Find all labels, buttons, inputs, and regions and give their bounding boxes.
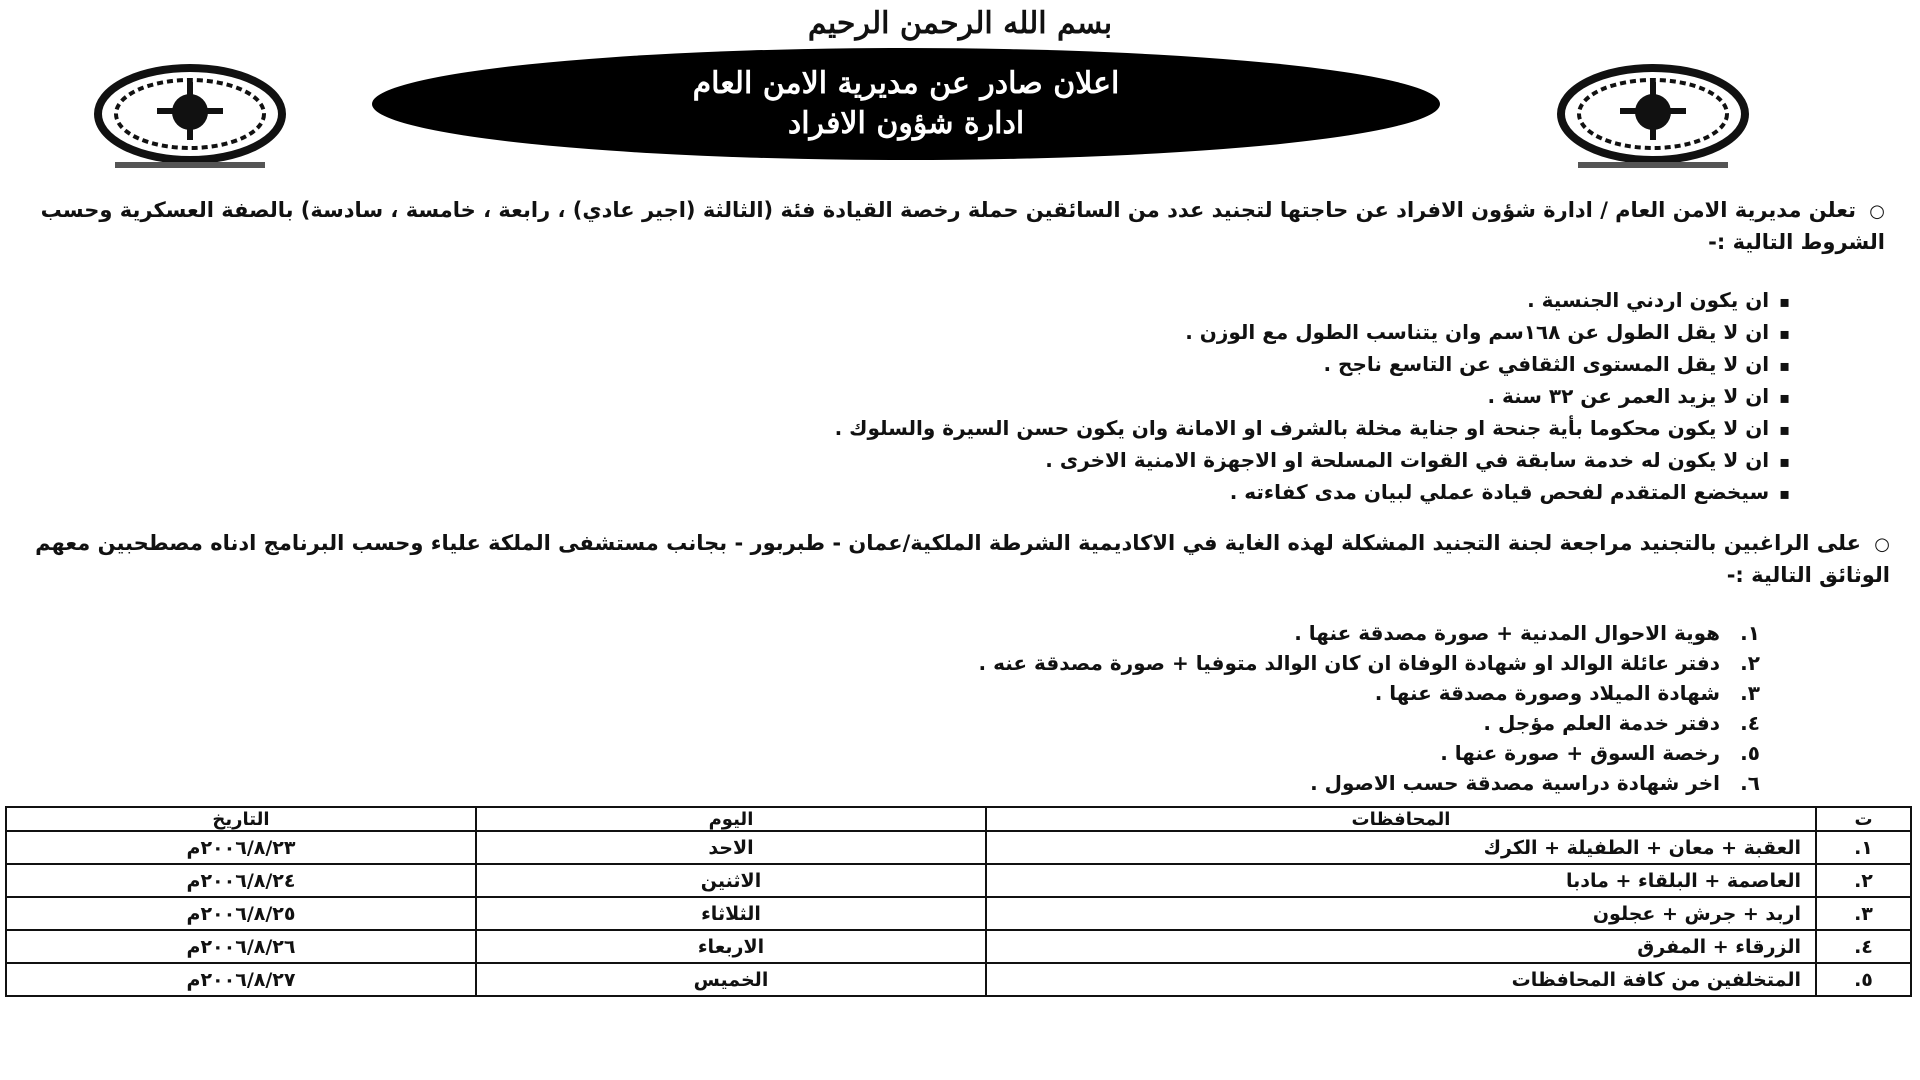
row-no: ٥. xyxy=(1816,963,1911,996)
document-text: هوية الاحوال المدنية + صورة مصدقة عنها . xyxy=(1294,621,1720,645)
public-security-emblem-icon xyxy=(75,62,305,172)
document-item xyxy=(350,768,1760,798)
apply-text: على الراغبين بالتجنيد مراجعة لجنة التجنيد المشكلة لهذه الغاية في الاكاديمية الشرطة الملكية/عمان - طبربور - بجانب مستشفى الملكة علياء وحسب البرنامج ادناه مصطحبين معهم الوثائق التالية :- xyxy=(35,531,1890,587)
row-no: ٣. xyxy=(1816,897,1911,930)
intro-marker: ○ xyxy=(1869,201,1885,222)
document-number: ٢. xyxy=(1740,651,1760,675)
document-item xyxy=(350,648,1760,678)
title-line-1: اعلان صادر عن مديرية الامن العام xyxy=(692,66,1120,101)
title-line-2: ادارة شؤون الافراد xyxy=(787,106,1025,141)
header-day: اليوم xyxy=(476,807,986,831)
row-governorates: اربد + جرش + عجلون xyxy=(986,897,1816,930)
emblem-left xyxy=(75,62,305,172)
row-day: الخميس xyxy=(476,963,986,996)
documents-list xyxy=(350,618,1760,798)
basmala: بسم الله الرحمن الرحيم xyxy=(807,6,1113,41)
table-row xyxy=(6,963,1911,996)
document-number: ٦. xyxy=(1740,771,1760,795)
row-date: ٢٠٠٦/٨/٢٦م xyxy=(6,930,476,963)
row-day: الثلاثاء xyxy=(476,897,986,930)
table-row xyxy=(6,831,1911,864)
apply-marker: ○ xyxy=(1874,534,1890,555)
schedule-table xyxy=(5,806,1912,997)
row-governorates: المتخلفين من كافة المحافظات xyxy=(986,963,1816,996)
row-governorates: العقبة + معان + الطفيلة + الكرك xyxy=(986,831,1816,864)
table-header-row xyxy=(6,807,1911,831)
emblem-right xyxy=(1538,62,1768,172)
row-governorates: الزرقاء + المفرق xyxy=(986,930,1816,963)
document-item xyxy=(350,678,1760,708)
row-date: ٢٠٠٦/٨/٢٥م xyxy=(6,897,476,930)
document-number: ١. xyxy=(1740,621,1760,645)
document-number: ٣. xyxy=(1740,681,1760,705)
table-row xyxy=(6,864,1911,897)
row-no: ٤. xyxy=(1816,930,1911,963)
row-date: ٢٠٠٦/٨/٢٤م xyxy=(6,864,476,897)
condition-item: ▪ ان لا يقل الطول عن ١٦٨سم وان يتناسب الطول مع الوزن . xyxy=(120,317,1790,349)
row-no: ٢. xyxy=(1816,864,1911,897)
condition-item: ▪ ان لا يقل المستوى الثقافي عن التاسع ناجح . xyxy=(120,349,1790,381)
condition-item: ▪ ان لا يكون محكوما بأية جنحة او جناية مخلة بالشرف او الامانة وان يكون حسن السيرة والسلوك . xyxy=(120,413,1790,445)
intro-text: تعلن مديرية الامن العام / ادارة شؤون الافراد عن حاجتها لتجنيد عدد من السائقين حملة رخصة القيادة فئة (الثالثة (اجير عادي) ، رابعة ، خامسة ، سادسة) بالصفة العسكرية وحسب الشروط التالية :- xyxy=(40,198,1885,254)
conditions-list xyxy=(120,285,1790,509)
row-day: الاربعاء xyxy=(476,930,986,963)
intro-paragraph xyxy=(0,195,1885,257)
document-text: اخر شهادة دراسية مصدقة حسب الاصول . xyxy=(1310,771,1720,795)
row-no: ١. xyxy=(1816,831,1911,864)
header-no: ت xyxy=(1816,807,1911,831)
condition-item: ▪ سيخضع المتقدم لفحص قيادة عملي لبيان مدى كفاءته . xyxy=(120,477,1790,509)
document-item xyxy=(350,708,1760,738)
row-date: ٢٠٠٦/٨/٢٣م xyxy=(6,831,476,864)
row-governorates: العاصمة + البلقاء + مادبا xyxy=(986,864,1816,897)
document-number: ٥. xyxy=(1740,741,1760,765)
document-text: دفتر خدمة العلم مؤجل . xyxy=(1483,711,1720,735)
condition-item: ▪ ان يكون اردني الجنسية . xyxy=(120,285,1790,317)
title-banner xyxy=(372,48,1440,160)
table-row xyxy=(6,930,1911,963)
document-item xyxy=(350,618,1760,648)
document-text: دفتر عائلة الوالد او شهادة الوفاة ان كان الوالد متوفيا + صورة مصدقة عنه . xyxy=(978,651,1720,675)
header-governorates: المحافظات xyxy=(986,807,1816,831)
row-day: الاحد xyxy=(476,831,986,864)
header-date: التاريخ xyxy=(6,807,476,831)
document-text: شهادة الميلاد وصورة مصدقة عنها . xyxy=(1374,681,1720,705)
public-security-emblem-icon xyxy=(1538,62,1768,172)
row-date: ٢٠٠٦/٨/٢٧م xyxy=(6,963,476,996)
table-row xyxy=(6,897,1911,930)
row-day: الاثنين xyxy=(476,864,986,897)
condition-item: ▪ ان لا يزيد العمر عن ٣٢ سنة . xyxy=(120,381,1790,413)
condition-item: ▪ ان لا يكون له خدمة سابقة في القوات المسلحة او الاجهزة الامنية الاخرى . xyxy=(120,445,1790,477)
apply-paragraph xyxy=(0,528,1890,590)
document-number: ٤. xyxy=(1740,711,1760,735)
document-text: رخصة السوق + صورة عنها . xyxy=(1440,741,1720,765)
document-item xyxy=(350,738,1760,768)
